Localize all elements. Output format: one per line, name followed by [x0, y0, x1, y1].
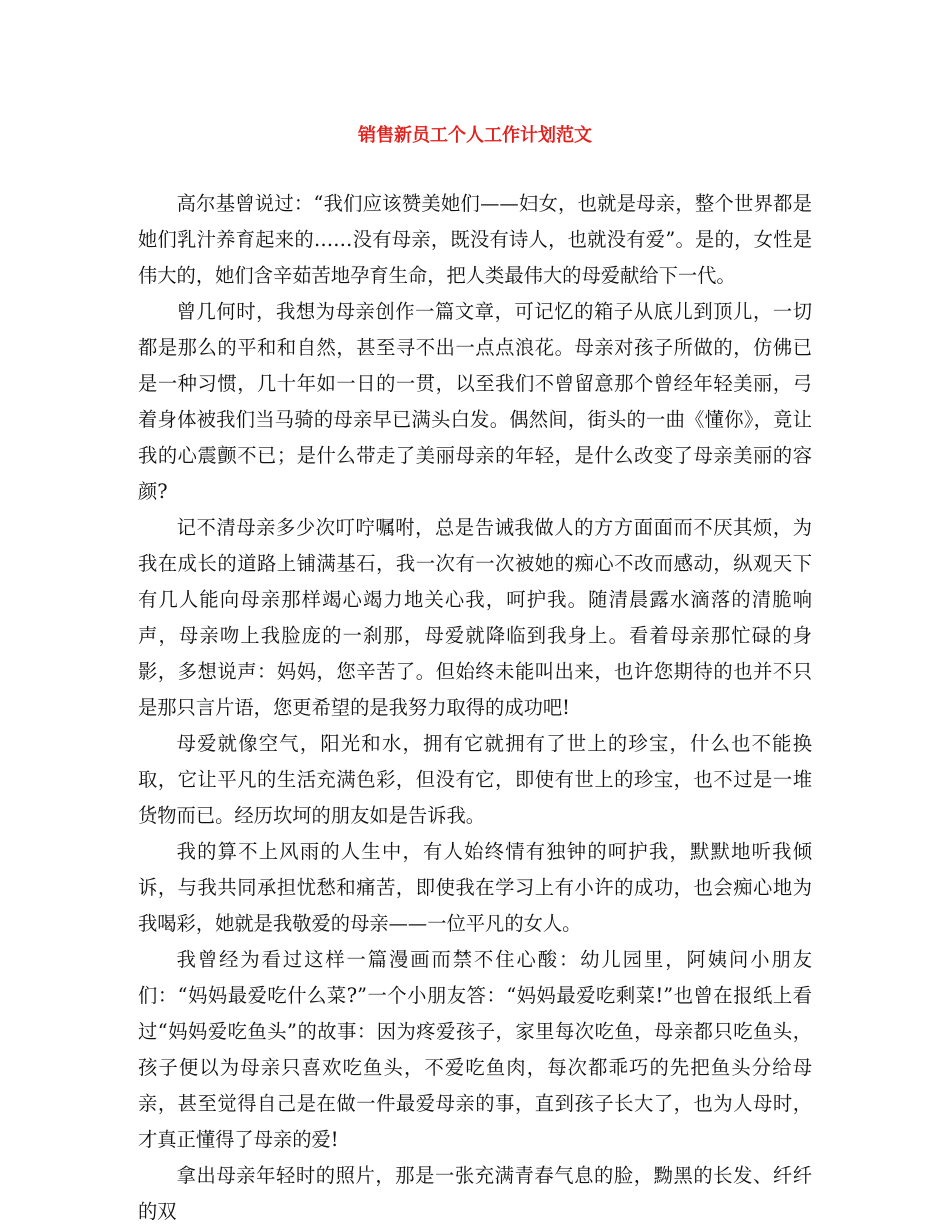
document-title: 销售新员工个人工作计划范文 [358, 125, 592, 146]
paragraph-6: 我曾经为看过这样一篇漫画而禁不住心酸：幼儿园里，阿姨问小朋友们：“妈妈最爱吃什么菜?”一个小朋友答：“妈妈最爱吃剩菜!”也曾在报纸上看过“妈妈爱吃鱼头”的故事：因为疼爱孩子，家里每次吃鱼，母亲都只吃鱼头，孩子便以为母亲只喜欢吃鱼头，不爱吃鱼肉，每次都乖巧的先把鱼头分给母亲，甚至觉得自己是在做一件最爱母亲的事，直到孩子长大了，也为人母时，才真正懂得了母亲的爱! [138, 948, 812, 1151]
document-body [138, 186, 812, 1230]
paragraph-5: 我的算不上风雨的人生中，有人始终情有独钟的呵护我，默默地听我倾诉，与我共同承担忧愁和痛苦，即使我在学习上有小许的成功，也会痴心地为我喝彩，她就是我敬爱的母亲——一位平凡的女人。 [138, 840, 812, 935]
paragraph-1: 高尔基曾说过：“我们应该赞美她们——妇女，也就是母亲，整个世界都是她们乳汁养育起来的……没有母亲，既没有诗人，也就没有爱”。是的，女性是伟大的，她们含辛茹苦地孕育生命，把人类最伟大的母爱献给下一代。 [138, 192, 812, 287]
paragraph-4: 母爱就像空气，阳光和水，拥有它就拥有了世上的珍宝，什么也不能换取，它让平凡的生活充满色彩，但没有它，即使有世上的珍宝，也不过是一堆货物而已。经历坎坷的朋友如是告诉我。 [138, 732, 812, 827]
paragraph-3: 记不清母亲多少次叮咛嘱咐，总是告诫我做人的方方面面而不厌其烦，为我在成长的道路上铺满基石，我一次有一次被她的痴心不改而感动，纵观天下有几人能向母亲那样竭心竭力地关心我，呵护我。随清晨露水滴落的清脆响声，母亲吻上我脸庞的一刹那，母爱就降临到我身上。看着母亲那忙碌的身影，多想说声：妈妈，您辛苦了。但始终未能叫出来，也许您期待的也并不只是那只言片语，您更希望的是我努力取得的成功吧! [138, 516, 812, 719]
paragraph-7: 拿出母亲年轻时的照片，那是一张充满青春气息的脸，黝黑的长发、纤纤的双 [138, 1164, 812, 1223]
paragraph-2: 曾几何时，我想为母亲创作一篇文章，可记忆的箱子从底儿到顶儿，一切都是那么的平和和自然，甚至寻不出一点点浪花。母亲对孩子所做的，仿佛已是一种习惯，几十年如一日的一贯，以至我们不曾留意那个曾经年轻美丽，弓着身体被我们当马骑的母亲早已满头白发。偶然间，街头的一曲《懂你》，竟让我的心震颤不已；是什么带走了美丽母亲的年轻，是什么改变了母亲美丽的容颜? [138, 300, 812, 503]
